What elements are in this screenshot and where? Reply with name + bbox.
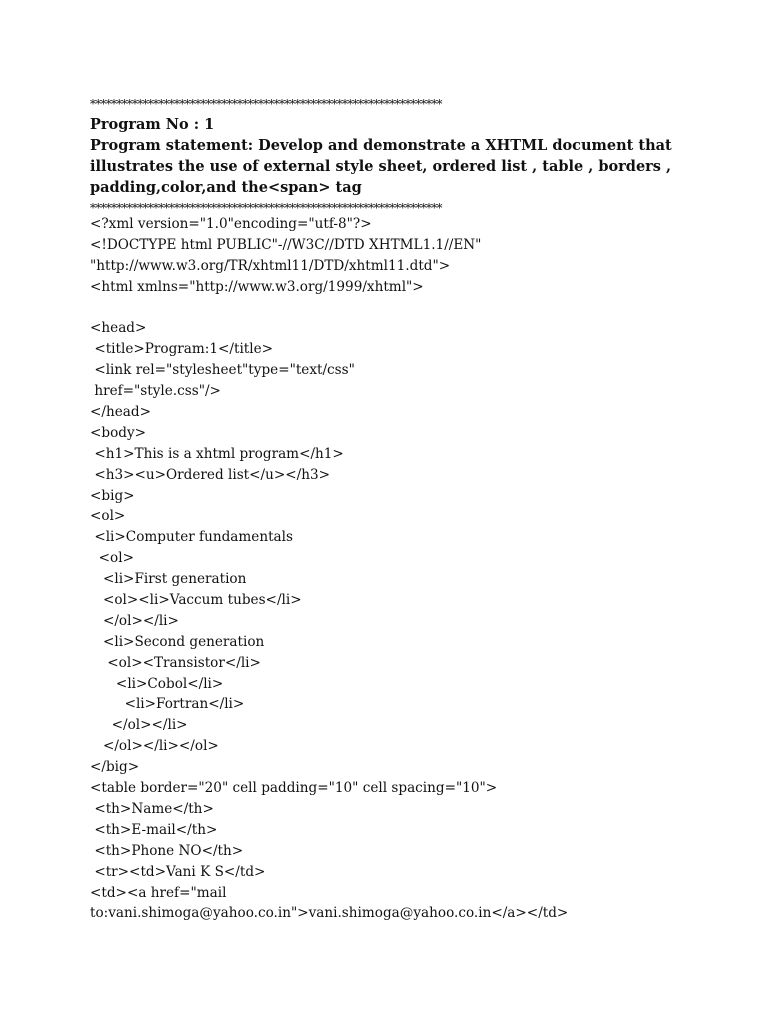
code-line: <th>Name</th> <box>90 800 214 817</box>
code-listing <box>90 214 730 924</box>
code-line: <th>Phone NO</th> <box>90 842 244 859</box>
code-line: </ol></li> <box>90 717 188 734</box>
code-line: <body> <box>90 424 147 441</box>
code-line: <ol><Transistor</li> <box>90 654 261 671</box>
code-line: <h1>This is a xhtml program</h1> <box>90 445 344 462</box>
code-line: to:vani.shimoga@yahoo.co.in">vani.shimoga@yahoo.co.in</a></td> <box>90 905 569 922</box>
separator-top: ******************************************************************* <box>90 98 442 110</box>
code-line: <html xmlns="http://www.w3.org/1999/xhtml"> <box>90 278 424 295</box>
program-statement-line: illustrates the use of external style sheet, ordered list , table , borders , <box>90 158 672 175</box>
code-line: <li>Cobol</li> <box>90 675 224 692</box>
code-line: <tr><td>Vani K S</td> <box>90 863 266 880</box>
code-line: <ol><li>Vaccum tubes</li> <box>90 592 302 609</box>
code-line: <table border="20" cell padding="10" cell spacing="10"> <box>90 780 498 797</box>
document-page <box>90 88 730 924</box>
program-number: Program No : 1 <box>90 116 215 133</box>
code-line: <ol> <box>90 508 126 525</box>
code-line: </ol></li></ol> <box>90 738 219 755</box>
code-line <box>90 298 730 319</box>
code-line: <h3><u>Ordered list</u></h3> <box>90 466 331 483</box>
code-line: <head> <box>90 320 147 337</box>
code-line: <li>First generation <box>90 571 247 588</box>
code-line: href="style.css"/> <box>90 383 221 400</box>
code-line: <link rel="stylesheet"type="text/css" <box>90 362 355 379</box>
code-line: <title>Program:1</title> <box>90 341 274 358</box>
code-line: <?xml version="1.0"encoding="utf-8"?> <box>90 216 372 232</box>
code-line: <big> <box>90 487 135 504</box>
code-line: </ol></li> <box>90 612 179 629</box>
code-line: </big> <box>90 759 140 776</box>
code-line: <li>Fortran</li> <box>90 696 245 713</box>
program-statement-line: padding,color,and the<span> tag <box>90 179 362 196</box>
separator-bottom: ******************************************************************* <box>90 202 442 214</box>
program-statement-line: Program statement: Develop and demonstrate a XHTML document that <box>90 137 672 154</box>
code-line: <li>Computer fundamentals <box>90 529 293 546</box>
code-line: <ol> <box>90 550 134 567</box>
code-line: </head> <box>90 404 151 421</box>
code-line: <td><a href="mail <box>90 884 227 901</box>
code-line: <th>E-mail</th> <box>90 821 218 838</box>
code-line: "http://www.w3.org/TR/xhtml11/DTD/xhtml11.dtd"> <box>90 257 451 274</box>
code-line: <!DOCTYPE html PUBLIC"-//W3C//DTD XHTML1.1//EN" <box>90 236 482 253</box>
code-line: <li>Second generation <box>90 633 265 650</box>
